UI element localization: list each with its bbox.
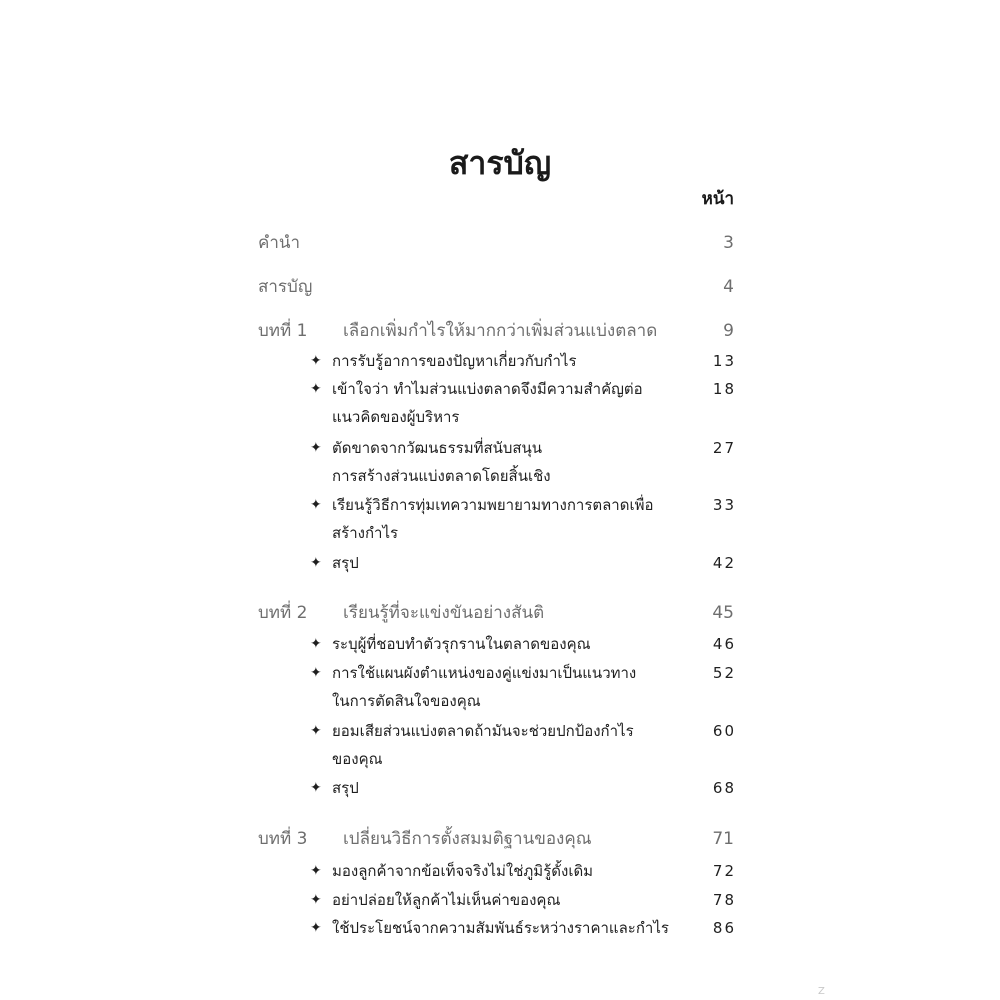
chapter-heading — [258, 599, 734, 626]
page-title: สารบัญ — [448, 144, 552, 182]
toc-item — [258, 347, 734, 375]
chapter-title: เลือกเพิ่มกำไรให้มากกว่าเพิ่มส่วนแบ่งตลาด — [343, 321, 658, 341]
diamond-bullet-icon: ✦ — [310, 555, 322, 571]
toc-item-page: 33 — [712, 496, 736, 514]
chapter-label: บทที่ 1 — [258, 321, 308, 341]
chapter-page: 9 — [723, 321, 734, 341]
toc-item — [258, 774, 734, 802]
toc-item-page: 52 — [712, 664, 736, 682]
toc-entry-preface — [258, 229, 734, 256]
toc-item — [258, 914, 734, 942]
toc-item-text: ใช้ประโยชน์จากความสัมพันธ์ระหว่างราคาและกำไร — [332, 919, 669, 937]
toc-item-page: 72 — [712, 862, 736, 880]
toc-entry-page: 4 — [723, 277, 734, 297]
toc-item-text: สรุป — [332, 554, 359, 572]
diamond-bullet-icon: ✦ — [310, 920, 322, 936]
diamond-bullet-icon: ✦ — [310, 780, 322, 796]
toc-item-text: สรุป — [332, 779, 359, 797]
toc-item — [258, 434, 734, 490]
toc-item-page: 18 — [712, 380, 736, 398]
toc-item-page: 60 — [712, 722, 736, 740]
diamond-bullet-icon: ✦ — [310, 497, 322, 513]
corner-mark: Z — [818, 986, 825, 997]
toc-item-text: มองลูกค้าจากข้อเท็จจริงไม่ใช่ภูมิรู้ดั้งเดิม — [332, 862, 594, 880]
diamond-bullet-icon: ✦ — [310, 723, 322, 739]
toc-item-page: 46 — [712, 635, 736, 653]
diamond-bullet-icon: ✦ — [310, 863, 322, 879]
toc-item — [258, 857, 734, 885]
toc-item-page: 13 — [712, 352, 736, 370]
toc-item-text: การรับรู้อาการของปัญหาเกี่ยวกับกำไร — [332, 352, 577, 370]
chapter-title: เปลี่ยนวิธีการตั้งสมมติฐานของคุณ — [343, 829, 592, 849]
toc-entry-label: คำนำ — [258, 233, 301, 253]
chapter-label: บทที่ 2 — [258, 603, 308, 623]
chapter-label: บทที่ 3 — [258, 829, 308, 849]
toc-item-text: ยอมเสียส่วนแบ่งตลาดถ้ามันจะช่วยปกป้องกำไร ของคุณ — [332, 722, 634, 768]
toc-item-text: การใช้แผนผังตำแหน่งของคู่แข่งมาเป็นแนวทาง ในการตัดสินใจของคุณ — [332, 664, 637, 710]
toc-item-text: ระบุผู้ที่ชอบทำตัวรุกรานในตลาดของคุณ — [332, 635, 591, 653]
toc-item-text: อย่าปล่อยให้ลูกค้าไม่เห็นค่าของคุณ — [332, 891, 561, 909]
diamond-bullet-icon: ✦ — [310, 440, 322, 456]
page-column-label: หน้า — [701, 189, 734, 209]
diamond-bullet-icon: ✦ — [310, 636, 322, 652]
toc-item — [258, 491, 734, 547]
toc-item — [258, 717, 734, 773]
chapter-heading — [258, 825, 734, 852]
toc-item-text: ตัดขาดจากวัฒนธรรมที่สนับสนุน การสร้างส่วนแบ่งตลาดโดยสิ้นเชิง — [332, 439, 551, 485]
chapter-page: 71 — [712, 829, 734, 849]
toc-item — [258, 375, 734, 431]
toc-entry-contents — [258, 273, 734, 300]
toc-item — [258, 886, 734, 914]
toc-item — [258, 549, 734, 577]
diamond-bullet-icon: ✦ — [310, 665, 322, 681]
diamond-bullet-icon: ✦ — [310, 381, 322, 397]
toc-entry-label: สารบัญ — [258, 277, 313, 297]
toc-item-page: 42 — [712, 554, 736, 572]
chapter-page: 45 — [712, 603, 734, 623]
diamond-bullet-icon: ✦ — [310, 353, 322, 369]
toc-item-page: 27 — [712, 439, 736, 457]
toc-item-page: 68 — [712, 779, 736, 797]
diamond-bullet-icon: ✦ — [310, 892, 322, 908]
toc-item — [258, 659, 734, 715]
toc-item-page: 78 — [712, 891, 736, 909]
toc-item-page: 86 — [712, 919, 736, 937]
toc-item-text: เข้าใจว่า ทำไมส่วนแบ่งตลาดจึงมีความสำคัญต่อ แนวคิดของผู้บริหาร — [332, 380, 643, 426]
toc-item-text: เรียนรู้วิธีการทุ่มเทความพยายามทางการตลาดเพื่อ สร้างกำไร — [332, 496, 654, 542]
toc-entry-page: 3 — [723, 233, 734, 253]
toc-item — [258, 630, 734, 658]
chapter-heading — [258, 317, 734, 344]
chapter-title: เรียนรู้ที่จะแข่งขันอย่างสันติ — [343, 603, 545, 623]
